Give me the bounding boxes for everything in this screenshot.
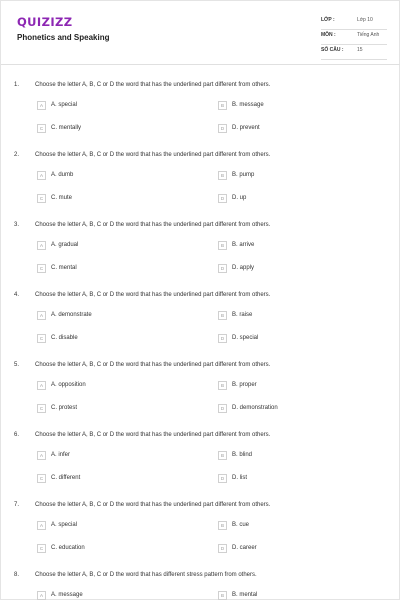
question-text: Choose the letter A, B, C or D the word that has different stress pattern from others. xyxy=(35,572,257,578)
option-label: B. mental xyxy=(232,592,258,598)
option-label: C. education xyxy=(51,545,85,551)
option-label: C. mentally xyxy=(51,125,82,131)
option-checkbox[interactable]: D xyxy=(218,474,227,483)
option-checkbox[interactable]: A xyxy=(37,101,46,110)
option-label: A. demonstrate xyxy=(51,312,92,318)
question-number: 4. xyxy=(14,292,20,298)
option-label: A. gradual xyxy=(51,242,79,248)
option-checkbox[interactable]: A xyxy=(37,171,46,180)
page-title: Phonetics and Speaking xyxy=(17,33,110,42)
question-text: Choose the letter A, B, C or D the word that has the underlined part different from others. xyxy=(35,222,271,228)
option-checkbox[interactable]: A xyxy=(37,591,46,600)
meta-table xyxy=(321,15,387,60)
option-label: C. disable xyxy=(51,335,78,341)
option-label: A. special xyxy=(51,102,78,108)
meta-value: Lớp 10 xyxy=(357,17,373,23)
option-checkbox[interactable]: D xyxy=(218,194,227,203)
meta-value: 15 xyxy=(357,47,363,53)
question-block xyxy=(1,219,400,289)
question-text: Choose the letter A, B, C or D the word that has the underlined part different from others. xyxy=(35,152,271,158)
option-label: B. cue xyxy=(232,522,250,528)
option-label: C. protest xyxy=(51,405,78,411)
option-checkbox[interactable]: A xyxy=(37,241,46,250)
option-checkbox[interactable]: A xyxy=(37,311,46,320)
question-text: Choose the letter A, B, C or D the word that has the underlined part different from others. xyxy=(35,362,271,368)
question-block xyxy=(1,499,400,569)
question-number: 5. xyxy=(14,362,20,368)
option-label: A. dumb xyxy=(51,172,74,178)
option-label: B. blind xyxy=(232,452,253,458)
option-label: B. proper xyxy=(232,382,257,388)
question-text: Choose the letter A, B, C or D the word that has the underlined part different from others. xyxy=(35,82,271,88)
option-checkbox[interactable]: C xyxy=(37,124,46,133)
option-checkbox[interactable]: C xyxy=(37,544,46,553)
meta-value: Tiếng Anh xyxy=(357,32,380,38)
option-label: C. different xyxy=(51,475,81,481)
meta-row-subject xyxy=(321,30,387,45)
option-checkbox[interactable]: B xyxy=(218,171,227,180)
question-text: Choose the letter A, B, C or D the word that has the underlined part different from others. xyxy=(35,292,271,298)
option-checkbox[interactable]: B xyxy=(218,451,227,460)
option-label: C. mute xyxy=(51,195,73,201)
meta-key: SỐ CÂU : xyxy=(321,47,344,53)
option-checkbox[interactable]: D xyxy=(218,544,227,553)
option-checkbox[interactable]: C xyxy=(37,264,46,273)
option-label: D. demonstration xyxy=(232,405,278,411)
question-number: 2. xyxy=(14,152,20,158)
option-label: C. mental xyxy=(51,265,77,271)
option-label: B. raise xyxy=(232,312,253,318)
worksheet-header xyxy=(1,1,400,65)
option-checkbox[interactable]: D xyxy=(218,264,227,273)
question-number: 7. xyxy=(14,502,20,508)
question-block xyxy=(1,149,400,219)
question-block xyxy=(1,289,400,359)
option-checkbox[interactable]: D xyxy=(218,334,227,343)
option-checkbox[interactable]: B xyxy=(218,591,227,600)
question-block xyxy=(1,79,400,149)
question-text: Choose the letter A, B, C or D the word that has the underlined part different from others. xyxy=(35,502,271,508)
quizizz-logo: QUIZIZZ xyxy=(17,15,73,29)
question-number: 6. xyxy=(14,432,20,438)
meta-key: LỚP : xyxy=(321,17,335,23)
option-label: B. arrive xyxy=(232,242,255,248)
option-checkbox[interactable]: A xyxy=(37,381,46,390)
question-number: 1. xyxy=(14,82,20,88)
question-number: 8. xyxy=(14,572,20,578)
option-label: A. special xyxy=(51,522,78,528)
meta-row-question-count xyxy=(321,45,387,60)
question-text: Choose the letter A, B, C or D the word that has the underlined part different from others. xyxy=(35,432,271,438)
option-label: A. message xyxy=(51,592,83,598)
option-label: B. pump xyxy=(232,172,255,178)
option-checkbox[interactable]: D xyxy=(218,404,227,413)
option-checkbox[interactable]: B xyxy=(218,241,227,250)
question-list xyxy=(1,79,400,600)
meta-key: MÔN : xyxy=(321,32,336,38)
option-label: D. special xyxy=(232,335,259,341)
option-checkbox[interactable]: B xyxy=(218,381,227,390)
option-checkbox[interactable]: C xyxy=(37,194,46,203)
option-label: D. career xyxy=(232,545,257,551)
question-block xyxy=(1,429,400,499)
option-checkbox[interactable]: B xyxy=(218,101,227,110)
option-checkbox[interactable]: A xyxy=(37,451,46,460)
option-label: D. up xyxy=(232,195,247,201)
question-block xyxy=(1,569,400,600)
option-label: D. apply xyxy=(232,265,255,271)
option-label: A. infer xyxy=(51,452,71,458)
question-number: 3. xyxy=(14,222,20,228)
option-checkbox[interactable]: C xyxy=(37,334,46,343)
option-label: A. opposition xyxy=(51,382,86,388)
option-checkbox[interactable]: A xyxy=(37,521,46,530)
option-checkbox[interactable]: C xyxy=(37,404,46,413)
option-label: B. message xyxy=(232,102,264,108)
option-label: D. prevent xyxy=(232,125,260,131)
option-checkbox[interactable]: B xyxy=(218,311,227,320)
meta-row-class xyxy=(321,15,387,30)
option-checkbox[interactable]: C xyxy=(37,474,46,483)
option-checkbox[interactable]: D xyxy=(218,124,227,133)
question-block xyxy=(1,359,400,429)
option-checkbox[interactable]: B xyxy=(218,521,227,530)
option-label: D. list xyxy=(232,475,247,481)
